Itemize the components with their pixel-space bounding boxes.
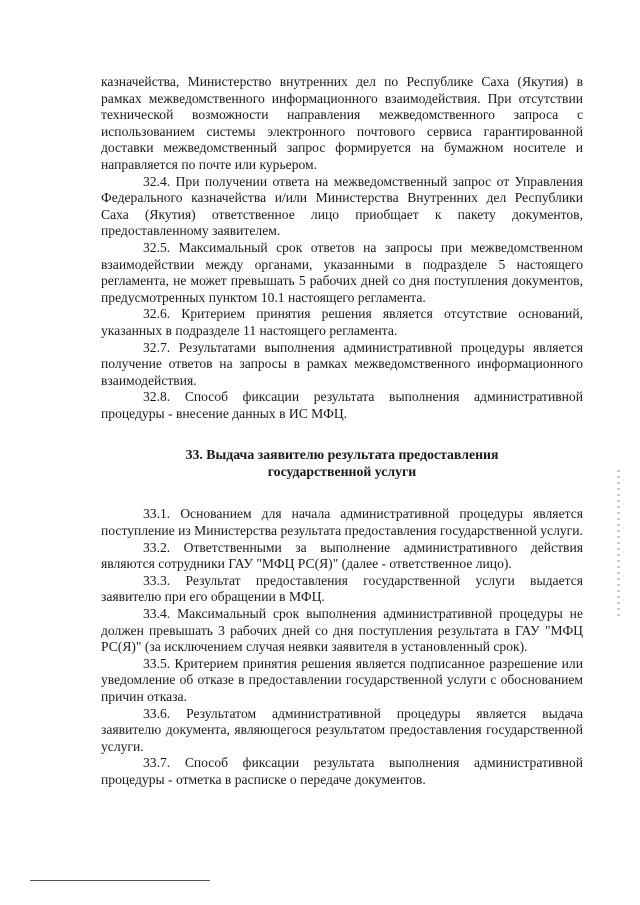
footnote-divider <box>30 880 210 881</box>
section-33-heading-line2: государственной услуги <box>267 464 417 480</box>
paragraph-32-4: 32.4. При получении ответа на межведомственный запрос от Управления Федерального казначейства и/или Министерства Внутренних дел Республики Саха (Якутия) ответственное лицо приобщает к пакету документов, предоставленному заявителем. <box>101 173 583 239</box>
paragraph-32-3-continuation: казначейства, Министерство внутренних дел по Республике Саха (Якутия) в рамках межведомственного информационного взаимодействия. При отсутствии технической возможности направления межведомственного запроса с использованием системы электронного почтового сервиса гарантированной доставки межведомственный запрос формируется на бумажном носителе и направляется по почте или курьером. <box>101 74 583 172</box>
paragraph-33-6: 33.6. Результатом административной процедуры является выдача заявителю документа, являющегося результатом предоставления государственной услуги. <box>101 705 583 754</box>
paragraph-32-5: 32.5. Максимальный срок ответов на запросы при межведомственном взаимодействии между органами, указанными в подразделе 5 настоящего регламента, не может превышать 5 рабочих дней со дня поступления документов, предусмотренных пунктом 10.1 настоящего регламента. <box>101 239 583 305</box>
paragraph-33-5: 33.5. Критерием принятия решения является подписанное разрешение или уведомление об отказе в предоставлении государственной услуги с обоснованием причин отказа. <box>101 655 583 704</box>
document-page <box>101 74 583 789</box>
paragraph-32-8: 32.8. Способ фиксации результата выполнения административной процедуры - внесение данных в ИС МФЦ. <box>101 389 583 421</box>
section-33-body <box>101 506 583 788</box>
paragraph-32-6: 32.6. Критерием принятия решения является отсутствие оснований, указанных в подразделе 11 настоящего регламента. <box>101 306 583 338</box>
section-32-body <box>101 74 583 422</box>
paragraph-33-4: 33.4. Максимальный срок выполнения административной процедуры не должен превышать 3 рабочих дней со дня поступления результата в ГАУ "МФЦ РС(Я)" (за исключением случая неявки заявителя в установленный срок). <box>101 606 583 655</box>
paragraph-33-2: 33.2. Ответственными за выполнение административного действия являются сотрудники ГАУ "МФЦ РС(Я)" (далее - ответственное лицо). <box>101 539 583 572</box>
paragraph-33-3: 33.3. Результат предоставления государственной услуги выдается заявителю при его обращении в МФЦ. <box>101 572 583 605</box>
section-33-heading-line1: 33. Выдача заявителю результата предоставления <box>185 447 499 463</box>
paragraph-33-7: 33.7. Способ фиксации результата выполнения административной процедуры - отметка в расписке о передаче документов. <box>101 755 583 787</box>
section-33-heading <box>101 446 583 480</box>
paragraph-33-1: 33.1. Основанием для начала административной процедуры является поступление из Министерства результата предоставления государственной услуги. <box>101 506 583 539</box>
paragraph-32-7: 32.7. Результатами выполнения административной процедуры является получение ответов на запросы в рамках межведомственного информационного взаимодействия. <box>101 339 583 388</box>
scan-artifact-marks <box>617 470 620 620</box>
